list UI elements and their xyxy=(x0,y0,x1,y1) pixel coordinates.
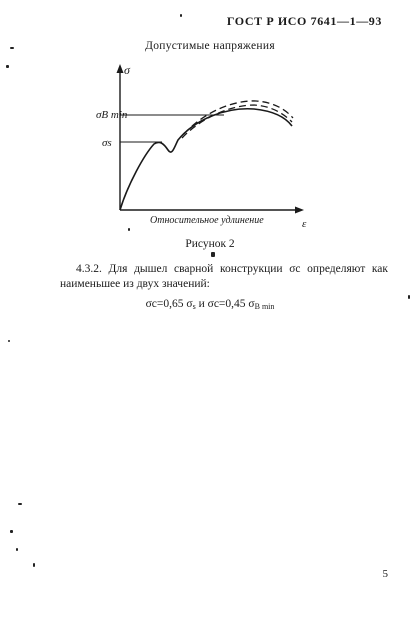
scan-speck xyxy=(18,503,22,505)
y-axis-symbol: σ xyxy=(124,63,130,77)
main-stress-curve xyxy=(120,109,292,210)
scan-speck xyxy=(10,530,13,533)
scan-speck xyxy=(8,340,10,342)
label-sigma-b-min: σB min xyxy=(96,109,128,121)
scan-speck xyxy=(211,252,215,257)
dashed-curve-upper xyxy=(184,101,293,134)
scan-speck xyxy=(408,295,410,299)
y-axis-arrow xyxy=(117,64,124,73)
x-axis-symbol: ε xyxy=(302,218,307,230)
scan-speck xyxy=(6,65,9,68)
scan-speck xyxy=(16,548,18,551)
figure-top-caption: Допустимые напряжения xyxy=(145,40,275,52)
formula-part-1: σc=0,65 σ xyxy=(145,298,193,310)
x-axis-label: Относительное удлинение xyxy=(150,215,264,226)
scan-speck xyxy=(128,228,130,231)
formula-line xyxy=(0,298,420,311)
figure-caption: Рисунок 2 xyxy=(185,238,235,250)
stress-strain-figure xyxy=(96,60,356,240)
scan-speck xyxy=(180,14,182,17)
scan-speck xyxy=(10,47,14,49)
scan-speck xyxy=(33,563,35,567)
document-header: ГОСТ Р ИСО 7641—1—93 xyxy=(226,14,382,28)
formula-middle: и σc=0,45 σ xyxy=(195,298,255,310)
label-sigma-s: σs xyxy=(102,137,112,149)
page-number: 5 xyxy=(382,568,388,580)
formula-sub-2: B min xyxy=(254,302,275,311)
stress-strain-diagram xyxy=(96,60,356,240)
x-axis-arrow xyxy=(295,207,304,214)
formula-sub-1: s xyxy=(192,302,196,311)
body-paragraph: 4.3.2. Для дышел сварной конструкции σc определяют как наименьшее из двух значений: xyxy=(60,263,388,290)
